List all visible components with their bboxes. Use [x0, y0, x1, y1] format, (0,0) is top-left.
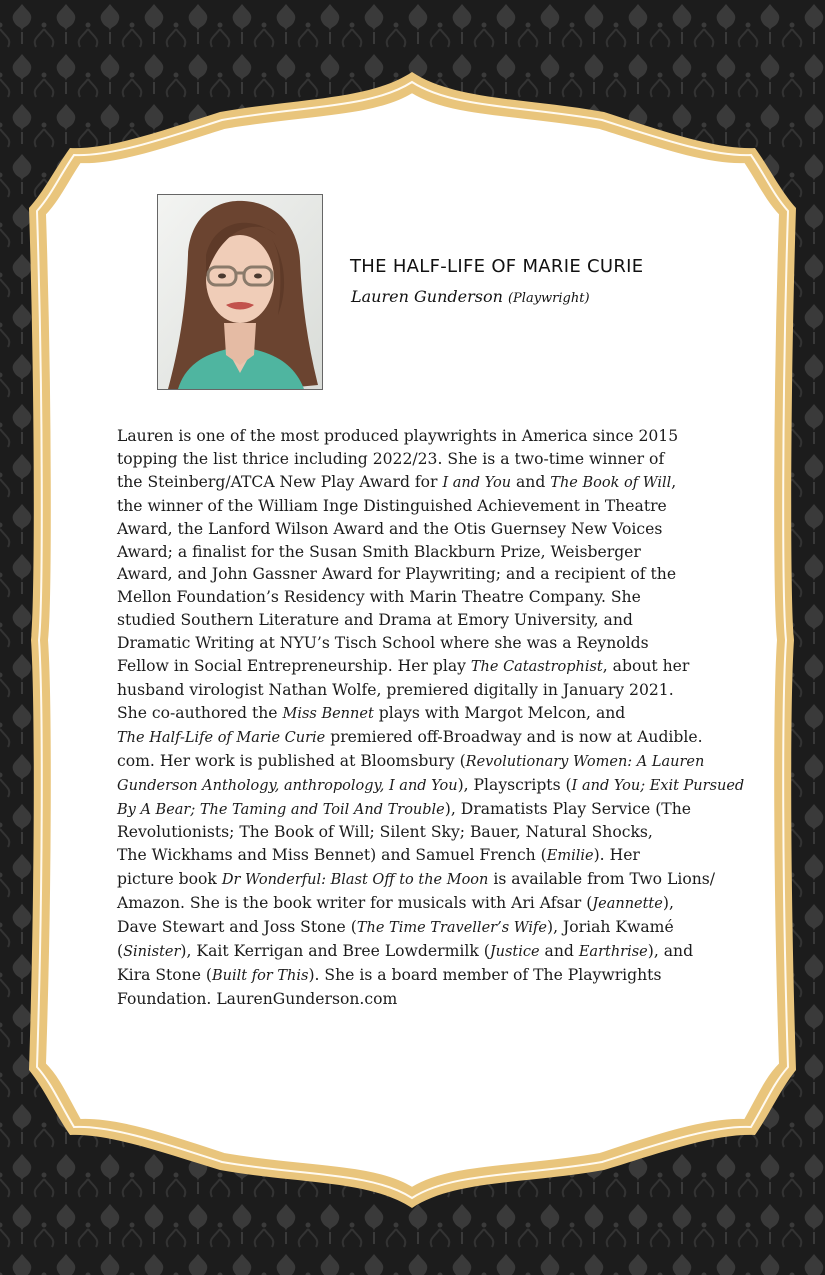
bio-line: Gunderson Anthology, anthropology, I and You), Playscripts (I and You; Exit Pursued	[117, 775, 745, 794]
production-title: THE HALF-LIFE OF MARIE CURIE	[350, 256, 644, 277]
headshot-photo	[157, 194, 323, 390]
bio-line: Award; a finalist for the Susan Smith Blackburn Prize, Weisberger	[117, 542, 641, 561]
bio-line: Amazon. She is the book writer for musicals with Ari Afsar (Jeannette),	[117, 894, 674, 913]
bio-line: (Sinister), Kait Kerrigan and Bree Lowdermilk (Justice and Earthrise), and	[117, 941, 694, 960]
bio-line: studied Southern Literature and Drama at Emory University, and	[117, 611, 633, 630]
bio-line: Fellow in Social Entrepreneurship. Her play The Catastrophist, about her	[117, 657, 690, 676]
person-role: (Playwright)	[507, 291, 590, 306]
bio-line: By A Bear; The Taming and Toil And Trouble), Dramatists Play Service (The	[117, 799, 691, 818]
bio-line: The Wickhams and Miss Bennet) and Samuel French (Emilie). Her	[117, 846, 640, 865]
bio-line: Dave Stewart and Joss Stone (The Time Traveller’s Wife), Joriah Kwamé	[117, 918, 674, 937]
bio-line: Kira Stone (Built for This). She is a board member of The Playwrights	[117, 965, 662, 984]
bio-line: Foundation. LaurenGunderson.com	[117, 989, 398, 1008]
bio-line: The Half-Life of Marie Curie premiered off-Broadway and is now at Audible.	[117, 727, 703, 746]
bio-line: Revolutionists; The Book of Will; Silent Sky; Bauer, Natural Shocks,	[117, 823, 653, 842]
bio-line: Lauren is one of the most produced playwrights in America since 2015	[117, 427, 679, 445]
bio-line: Mellon Foundation’s Residency with Marin Theatre Company. She	[117, 588, 641, 607]
bio-line: Dramatic Writing at NYU’s Tisch School where she was a Reynolds	[117, 634, 649, 653]
bio-line: Award, and John Gassner Award for Playwriting; and a recipient of the	[117, 565, 677, 584]
person-name: Lauren Gunderson	[351, 287, 503, 306]
bio-line: the Steinberg/ATCA New Play Award for I and You and The Book of Will,	[117, 472, 677, 491]
bio-line: husband virologist Nathan Wolfe, premiered digitally in January 2021.	[117, 680, 674, 699]
bio-line: picture book Dr Wonderful: Blast Off to the Moon is available from Two Lions/	[117, 870, 716, 889]
bio-line: topping the list thrice including 2022/23. She is a two-time winner of	[117, 449, 665, 468]
bio-line: the winner of the William Inge Distinguished Achievement in Theatre	[117, 496, 667, 515]
person-byline	[351, 287, 590, 306]
biography	[117, 425, 745, 1011]
bio-line: She co-authored the Miss Bennet plays with Margot Melcon, and	[117, 703, 626, 722]
bio-line: com. Her work is published at Bloomsbury (Revolutionary Women: A Lauren	[117, 751, 705, 770]
bio-line: Award, the Lanford Wilson Award and the Otis Guernsey New Voices	[117, 519, 663, 538]
